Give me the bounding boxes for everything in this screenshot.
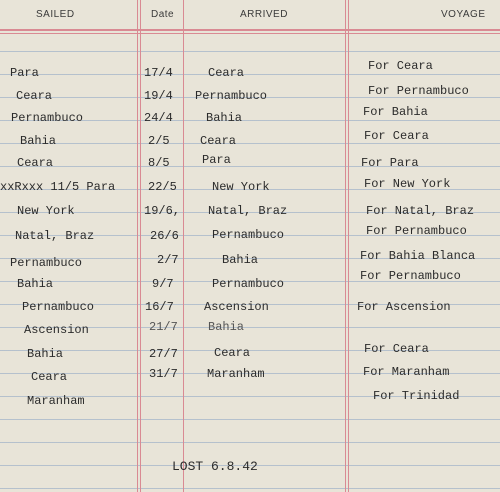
- sailed-cell: Para: [10, 66, 39, 80]
- sailed-cell: Ceara: [17, 156, 54, 170]
- voyage-cell: For Bahia Blanca: [360, 249, 476, 263]
- table-row: [0, 269, 500, 297]
- arrived-cell: Bahia: [206, 111, 243, 125]
- date-cell: 26/6: [150, 229, 179, 243]
- table-row: [0, 177, 500, 200]
- table-row: [0, 320, 500, 343]
- header-rule-secondary: [0, 33, 500, 34]
- date-cell: 19/6,: [144, 204, 181, 218]
- date-cell: 24/4: [144, 111, 173, 125]
- date-cell: 22/5: [148, 180, 177, 194]
- arrived-cell: Ceara: [214, 346, 251, 360]
- date-cell: 21/7: [149, 320, 178, 334]
- table-row: [0, 204, 500, 224]
- table-row: [0, 153, 500, 176]
- date-cell: 2/5: [148, 134, 170, 148]
- voyage-cell: For Ceara: [364, 342, 429, 356]
- sailed-cell: Pernambuco: [22, 300, 95, 314]
- date-cell: 19/4: [144, 89, 173, 103]
- lost-note: LOST 6.8.42: [172, 459, 258, 474]
- sailed-cell: xxRxxx 11/5 Para: [0, 180, 116, 194]
- table-row: [0, 389, 500, 414]
- table-row: [0, 59, 500, 86]
- header-sailed: SAILED: [36, 9, 75, 20]
- arrived-cell: Pernambuco: [195, 89, 268, 103]
- date-cell: 9/7: [152, 277, 174, 291]
- voyage-cell: For New York: [364, 177, 451, 191]
- header-rule: [0, 29, 500, 31]
- table-row: [0, 300, 500, 320]
- arrived-cell: Ceara: [208, 66, 245, 80]
- table-row: [0, 105, 500, 131]
- sailed-cell: Natal, Braz: [15, 229, 95, 243]
- table-row: [0, 342, 500, 367]
- sailed-cell: Ceara: [16, 89, 53, 103]
- sailed-cell: Maranham: [27, 394, 85, 408]
- table-row: [0, 129, 500, 154]
- voyage-cell: For Ceara: [364, 129, 429, 143]
- voyage-cell: For Bahia: [363, 105, 428, 119]
- sailed-cell: New York: [17, 204, 75, 218]
- sailed-cell: Ceara: [31, 370, 68, 384]
- sailed-cell: Bahia: [17, 277, 54, 291]
- voyage-cell: For Maranham: [363, 365, 450, 379]
- voyage-cell: For Para: [361, 156, 419, 170]
- header-voyage: VOYAGE: [441, 9, 486, 20]
- arrived-cell: Bahia: [208, 320, 245, 334]
- arrived-cell: Natal, Braz: [208, 204, 288, 218]
- header-date: Date: [151, 9, 175, 20]
- date-cell: 16/7: [145, 300, 174, 314]
- header-arrived: ARRIVED: [240, 9, 288, 20]
- sailed-cell: Pernambuco: [11, 111, 84, 125]
- voyage-cell: For Ceara: [368, 59, 433, 73]
- arrived-cell: Pernambuco: [212, 277, 285, 291]
- voyage-cell: For Pernambuco: [360, 269, 461, 283]
- voyage-cell: For Natal, Braz: [366, 204, 475, 218]
- table-row: [0, 224, 500, 249]
- sailed-cell: Ascension: [24, 323, 89, 337]
- date-cell: 8/5: [148, 156, 170, 170]
- date-cell: 31/7: [149, 367, 178, 381]
- date-cell: 17/4: [144, 66, 173, 80]
- date-cell: 2/7: [157, 253, 179, 267]
- table-row: [0, 365, 500, 390]
- arrived-cell: Maranham: [207, 367, 265, 381]
- voyage-cell: For Trinidad: [373, 389, 460, 403]
- arrived-cell: Ascension: [204, 300, 269, 314]
- sailed-cell: Bahia: [27, 347, 64, 361]
- date-cell: 27/7: [149, 347, 178, 361]
- arrived-cell: Para: [202, 153, 231, 167]
- voyage-cell: For Pernambuco: [368, 84, 469, 98]
- sailed-cell: Bahia: [20, 134, 57, 148]
- sailed-cell: Pernambuco: [10, 256, 83, 270]
- voyage-cell: For Ascension: [357, 300, 451, 314]
- arrived-cell: New York: [212, 180, 270, 194]
- arrived-cell: Ceara: [200, 134, 237, 148]
- arrived-cell: Pernambuco: [212, 228, 285, 242]
- arrived-cell: Bahia: [222, 253, 259, 267]
- voyage-cell: For Pernambuco: [366, 224, 467, 238]
